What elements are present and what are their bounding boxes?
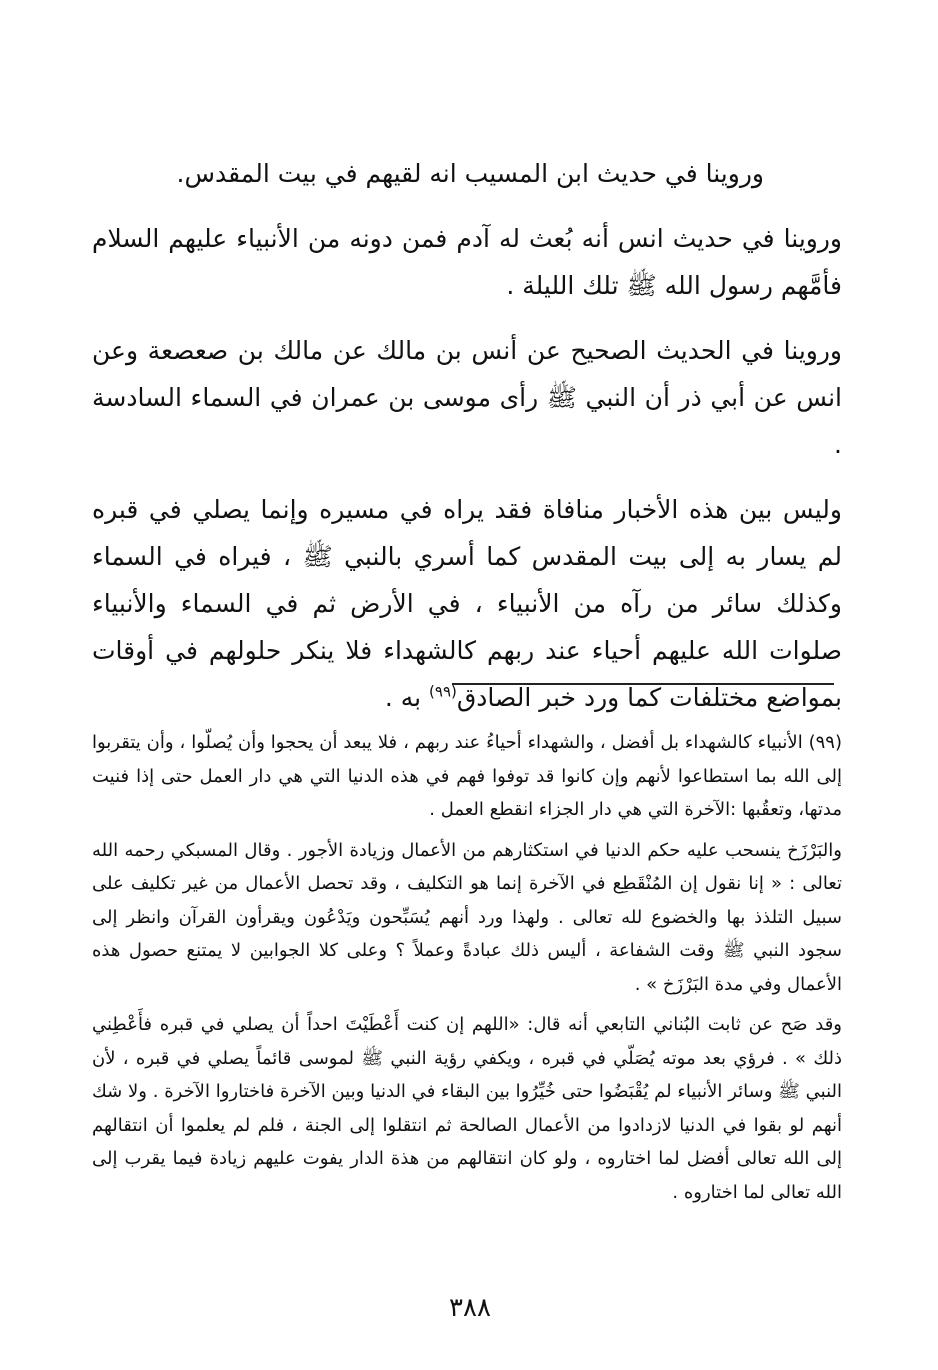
paragraph-no-contradiction (92, 486, 842, 721)
paragraph-text: وليس بين هذه الأخبار منافاة فقد يراه في مسيره وإنما يصلي في قبره لم يسار به إلى بيت المقدس كما أسري بالنبي ﷺ ، فيراه في السماء وكذلك سائر من رآه من الأنبياء ، في الأرض ثم في السماء والأنبياء صلوات الله عليهم أحياء عند ربهم كالشهداء فلا ينكر حلولهم في أوقات بمواضع مختلفات كما ورد خبر الصادق (92, 495, 842, 712)
footnotes (92, 726, 842, 1216)
footnote-99: (٩٩) الأنبياء كالشهداء بل أفضل ، والشهداء أحياءُ عند ربهم ، فلا يبعد أن يحجوا وأن يُصلّوا ، وأن يتقربوا إلى الله بما استطاعوا لأنهم وإن كانوا قد توفوا فهم في هذه الدنيا التي هي دار العمل حتى إذا فنيت مدتها، وتعقُبها :الآخرة التي هي دار الجزاء انقطع العمل . (92, 732, 842, 820)
footnote-separator (452, 683, 834, 685)
page-number: ٣٨٨ (449, 1293, 491, 1323)
footnote-barzakh: والبَرْزَخ ينسحب عليه حكم الدنيا في استكثارهم من الأعمال وزيادة الأجور . وقال المسبكي رحمه الله تعالى : « إنا نقول إن المُنْقَطِع في الآخرة إنما هو التكليف ، وقد تحصل الأعمال من غير تكليف على سبيل التلذذ بها والخضوع لله تعالى . ولهذا ورد أنهم يُسَبِّحون ويَدْعُون ويقرأون القرآن وانظر إلى سجود النبي ﷺ وقت الشفاعة ، أليس ذلك عبادةً وعملاً ؟ وعلى كلا الجوابين لا يمتنع حصول هذه الأعمال وفي مدة البَرْزَخ » . (92, 839, 842, 995)
footnote-thabit: وقد صَح عن ثابت البُناني التابعي أنه قال: «اللهم إن كنت أَعْطَيْتَ احداً أن يصلي في قبره فأَعْطِني ذلك » . فرؤي بعد موته يُصَلّي في قبره ، ويكفي رؤية النبي ﷺ لموسى قائماً يصلي في قبره ، لأن النبي ﷺ وسائر الأنبياء لم يُقْبَضُوا حتى خُيِّرُوا بين البقاء في الدنيا وبين الآخرة فاختاروا الآخرة . ولا شك أنهم لو بقوا في الدنيا لازدادوا من الأعمال الصالحة ثم انتقلوا إلى الجنة ، فلم لم يعلموا أن انتقالهم إلى الله تعالى أفضل لما اختاروه ، ولو كان انتقالهم من هذة الدار يفوت عليهم زيادة فيما يقرب إلى الله تعالى لما اختاروه . (92, 1014, 842, 1203)
footnote-reference: (٩٩) (429, 682, 457, 701)
main-text (92, 150, 842, 739)
paragraph-ibn-musayyib: وروينا في حديث ابن المسيب انه لقيهم في بيت المقدس. (176, 159, 764, 188)
paragraph-anas-adam: وروينا في حديث انس أنه بُعث له آدم فمن دونه من الأنبياء عليهم السلام فأمَّهم رسول الله ﷺ تلك الليلة . (92, 224, 842, 300)
paragraph-malik-sasaa: وروينا في الحديث الصحيح عن أنس بن مالك عن مالك بن صعصعة وعن انس عن أبي ذر أن النبي ﷺ رأى موسى بن عمران في السماء السادسة . (92, 336, 842, 459)
paragraph-ending: به . (384, 683, 430, 712)
